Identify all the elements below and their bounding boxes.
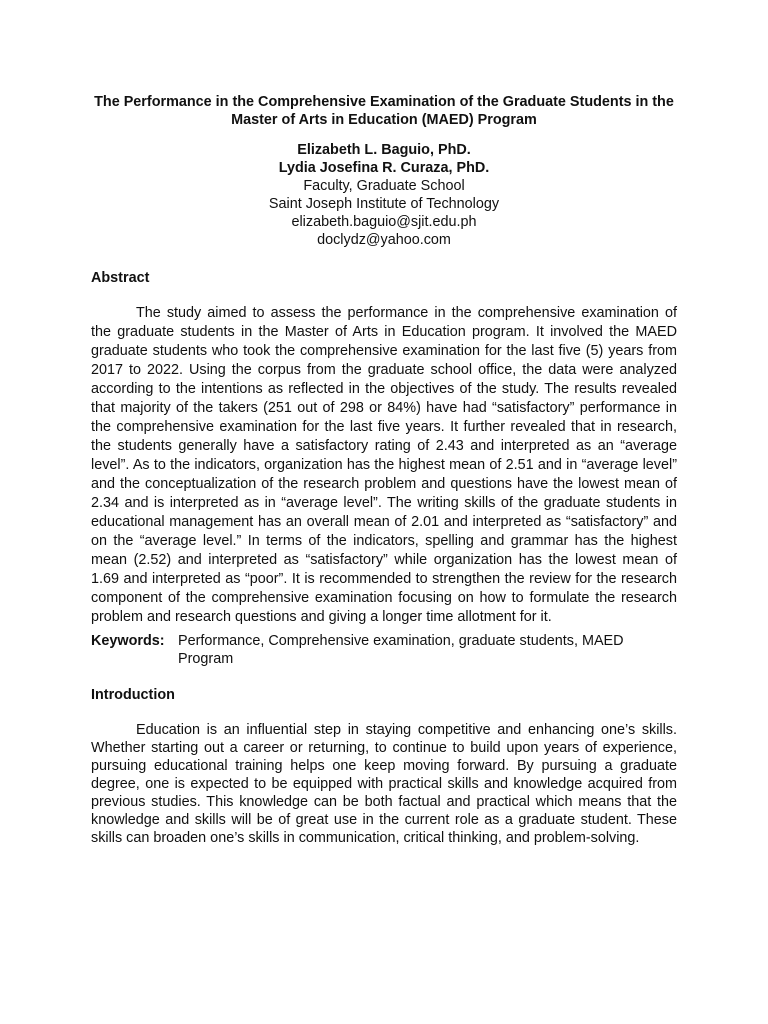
keywords-value: Performance, Comprehensive examination, graduate students, MAED Program bbox=[178, 633, 624, 667]
author-affiliation: Faculty, Graduate School bbox=[303, 178, 465, 194]
abstract-heading: Abstract bbox=[91, 270, 150, 286]
author-name: Elizabeth L. Baguio, PhD. bbox=[297, 142, 471, 158]
introduction-paragraph: Education is an influential step in staying competitive and enhancing one’s skills. Whether starting out a career or returning, to continue to build upon years of experience, pursuing educational training helps one keep moving forward. By pursuing a graduate degree, one is expected to be equipped with practical skills and knowledge acquired from previous studies. This knowledge can be both factual and practical which means that the knowledge and skills will be of great use in the current role as a graduate student. These skills can broaden one’s skills in communication, critical thinking, and problem-solving. bbox=[91, 722, 677, 846]
author-email: elizabeth.baguio@sjit.edu.ph bbox=[291, 214, 477, 230]
keywords-label: Keywords: bbox=[91, 633, 165, 649]
paper-title: The Performance in the Comprehensive Examination of the Graduate Students in the Master of Arts in Education (MAED) Program bbox=[94, 94, 674, 128]
abstract-paragraph: The study aimed to assess the performance in the comprehensive examination of the graduate students in the Master of Arts in Education program. It involved the MAED graduate students who took the comprehensive examination for the last five (5) years from 2017 to 2022. Using the corpus from the graduate school office, the data were analyzed according to the intentions as reflected in the objectives of the study. The results revealed that majority of the takers (251 out of 298 or 84%) have had “satisfactory” performance in the comprehensive examination for the last five years. It further revealed that in research, the students generally have a satisfactory rating of 2.43 and interpreted as an “average level”. As to the indicators, organization has the highest mean of 2.51 and in “average level” and the conceptualization of the research problem and questions have the lowest mean of 2.34 and is interpreted as in “average level”. The writing skills of the graduate students in educational management has an overall mean of 2.01 and interpreted as “satisfactory” and on the “average level.” In terms of the indicators, spelling and grammar has the highest mean (2.52) and interpreted as “satisfactory” while organization has the lowest mean of 1.69 and interpreted as “poor”. It is recommended to strengthen the review for the research component of the comprehensive examination focusing on how to formulate the research problem and research questions and giving a longer time allotment for it. bbox=[91, 305, 677, 625]
author-institution: Saint Joseph Institute of Technology bbox=[268, 196, 500, 212]
author-email: doclydz@yahoo.com bbox=[317, 232, 451, 248]
author-name: Lydia Josefina R. Curaza, PhD. bbox=[278, 160, 490, 176]
author-block bbox=[91, 141, 677, 249]
paper-page bbox=[91, 93, 677, 847]
introduction-heading: Introduction bbox=[91, 687, 175, 703]
keywords-row bbox=[91, 632, 677, 668]
